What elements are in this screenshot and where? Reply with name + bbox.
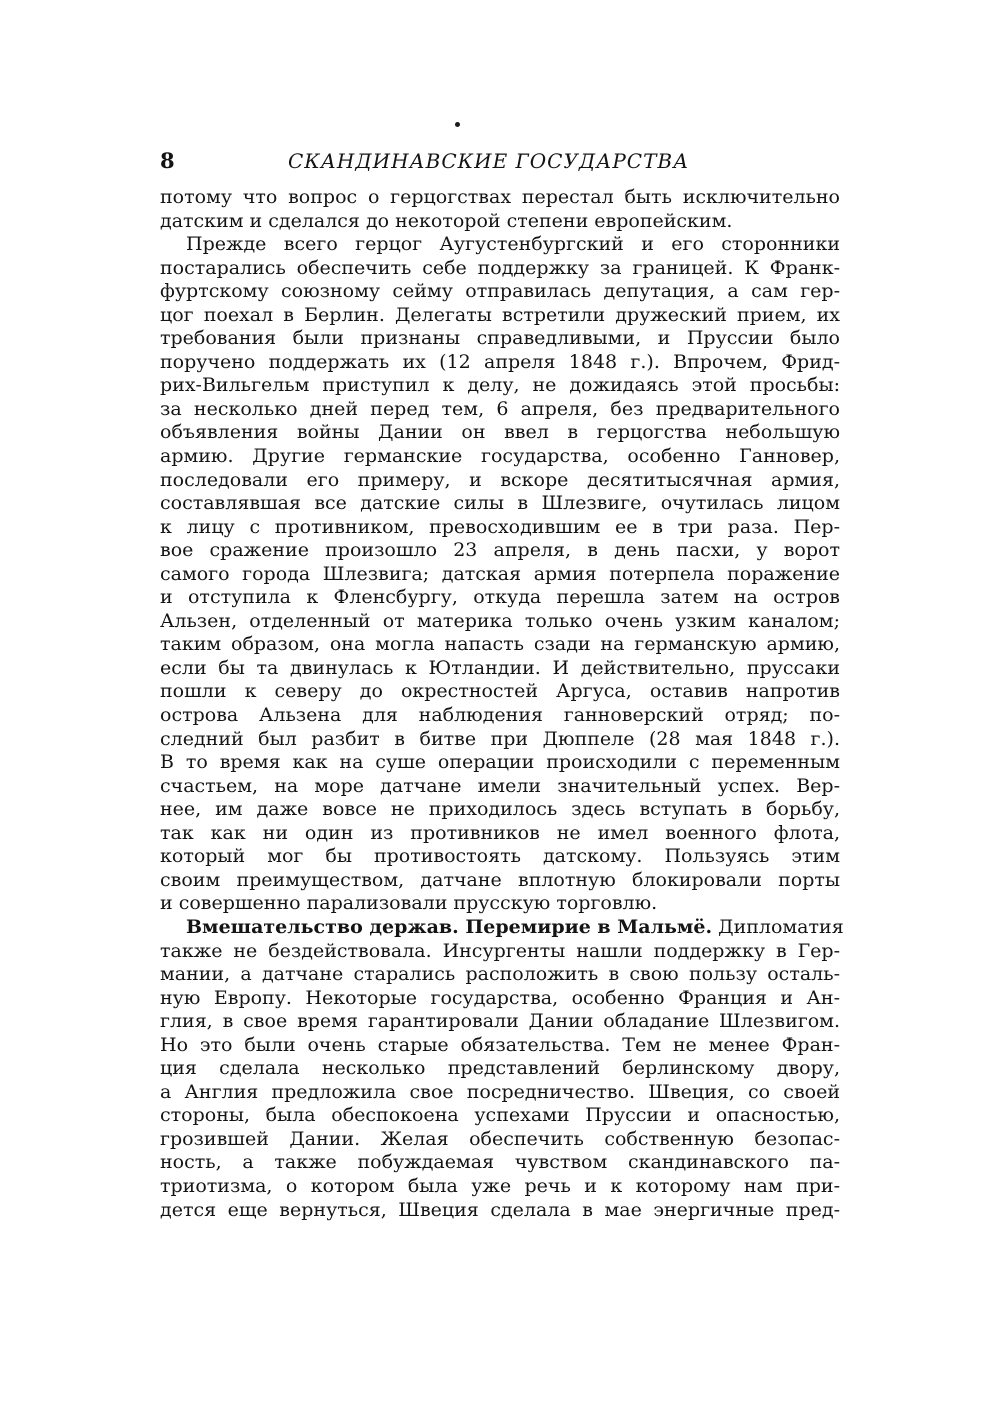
text-line: если бы та двинулась к Ютландии. И действительно, пруссаки — [160, 656, 840, 679]
text-line: который мог бы противостоять датскому. Пользуясь этим — [160, 845, 840, 868]
text-line: постарались обеспечить себе поддержку за границей. К Франк- — [160, 256, 840, 279]
text-line: а Англия предложила свое посредничество. Швеция, со своей — [160, 1080, 840, 1103]
text-line: так как ни один из противников не имел военного флота, — [160, 821, 840, 844]
text-line: ция сделала несколько представлений берлинскому двору, — [160, 1057, 840, 1080]
text-line: к лицу с противником, превосходившим ее в три раза. Пер- — [160, 515, 840, 538]
text-line: датским и сделался до некоторой степени европейским. — [160, 209, 733, 232]
text-line: дется еще вернуться, Швеция сделала в мае энергичные пред- — [160, 1198, 840, 1221]
text-line: поручено поддержать их (12 апреля 1848 г.). Впрочем, Фрид- — [160, 350, 840, 373]
section-first-line — [160, 915, 844, 940]
text-line: рих-Вильгельм приступил к делу, не дожидаясь этой просьбы: — [160, 374, 840, 397]
running-header — [160, 148, 840, 178]
text-line: объявления войны Дании он ввел в герцогства небольшую — [160, 421, 840, 444]
paragraph-first-line: Прежде всего герцог Аугустенбургский и его сторонники — [186, 233, 840, 256]
text-line: нее, им даже вовсе не приходилось здесь вступать в борьбу, — [160, 798, 840, 821]
text-line: следний был разбит в битве при Дюппеле (28 мая 1848 г.). — [160, 727, 840, 750]
text-line: пошли к северу до окрестностей Аргуса, оставив напротив — [160, 680, 840, 703]
text-line: триотизма, о котором была уже речь и к которому нам при- — [160, 1174, 840, 1197]
text-line: и отступила к Фленсбургу, откуда перешла затем на остров — [160, 586, 840, 609]
text-line: составлявшая все датские силы в Шлезвиге, очутилась лицом — [160, 492, 840, 515]
text-line: потому что вопрос о герцогствах перестал быть исключительно — [160, 186, 840, 208]
page-number: 8 — [160, 148, 175, 173]
text-line: самого города Шлезвига; датская армия потерпела поражение — [160, 562, 840, 585]
print-speck — [455, 122, 460, 127]
text-line: и совершенно парализовали прусскую торговлю. — [160, 892, 658, 915]
running-title: СКАНДИНАВСКИЕ ГОСУДАРСТВА — [288, 149, 690, 173]
body-text — [160, 186, 844, 1222]
text-line: требования были признаны справедливыми, и Пруссии было — [160, 327, 840, 350]
section-heading: Вмешательство держав. Перемирие в Мальмё. — [186, 915, 713, 938]
text-line: мании, а датчане старались расположить в свою пользу осталь- — [160, 963, 840, 986]
text-line: вое сражение произошло 23 апреля, в день пасхи, у ворот — [160, 539, 840, 562]
text-line: армию. Другие германские государства, особенно Ганновер, — [160, 445, 840, 468]
text-line: В то время как на суше операции происходили с переменным — [160, 751, 840, 774]
text-line: таким образом, она могла напасть сзади на германскую армию, — [160, 633, 840, 656]
text-line: грозившей Дании. Желая обеспечить собственную безопас- — [160, 1127, 840, 1150]
text-line: за несколько дней перед тем, 6 апреля, без предварительного — [160, 397, 840, 420]
text-line: ную Европу. Некоторые государства, особенно Франция и Ан- — [160, 986, 840, 1009]
text-line: счастьем, на море датчане имели значительный успех. Вер- — [160, 774, 840, 797]
text-line: ность, а также побуждаемая чувством скандинавского па- — [160, 1151, 840, 1174]
text-line: последовали его примеру, и вскоре десятитысячная армия, — [160, 468, 840, 491]
text-line: фуртскому союзному сейму отправилась депутация, а сам гер- — [160, 280, 840, 303]
text-line: своим преимуществом, датчане вплотную блокировали порты — [160, 868, 840, 891]
text-line: также не бездействовала. Инсургенты нашли поддержку в Гер- — [160, 939, 840, 962]
text-line: Но это были очень старые обязательства. Тем не менее Фран- — [160, 1033, 840, 1056]
text-line: стороны, была обеспокоена успехами Пруссии и опасностью, — [160, 1104, 840, 1127]
section-lead: Дипломатия — [718, 915, 844, 938]
text-line: цог поехал в Берлин. Делегаты встретили дружеский прием, их — [160, 303, 840, 326]
text-line: глия, в свое время гарантировали Дании обладание Шлезвигом. — [160, 1010, 840, 1033]
text-line: острова Альзена для наблюдения ганноверский отряд; по- — [160, 704, 840, 727]
text-line: Альзен, отделенный от материка только очень узким каналом; — [160, 609, 840, 632]
